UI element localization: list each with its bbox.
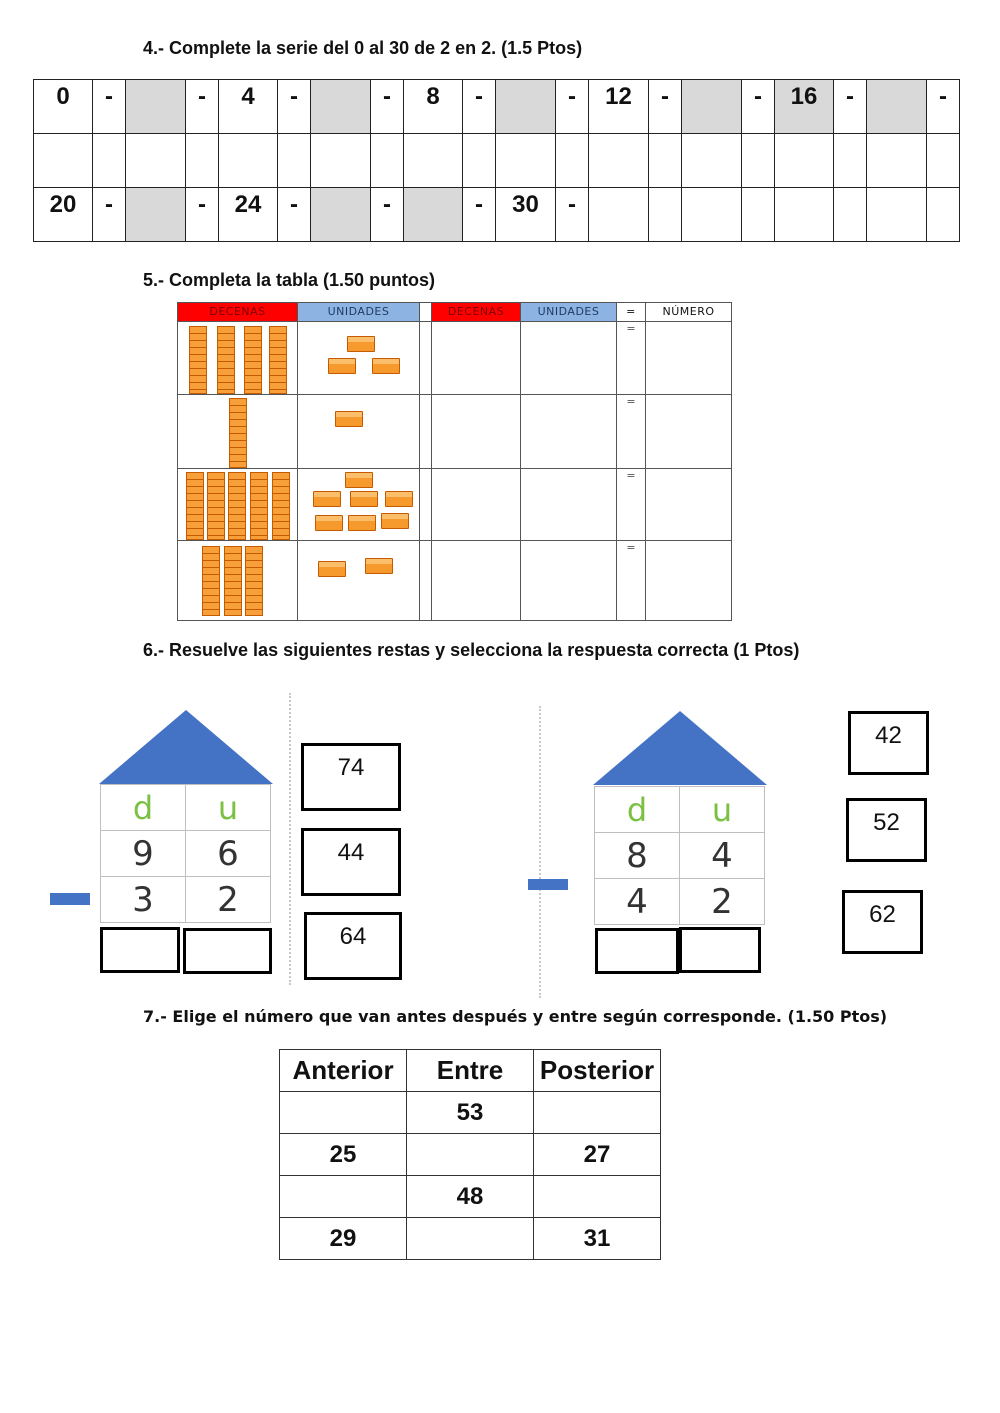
cell-anterior: 29 [280, 1218, 407, 1260]
minuend-units: 4 [680, 833, 765, 879]
series-dash: - [278, 188, 311, 242]
unit-cube-icon [315, 515, 343, 531]
base-ten-header [178, 303, 732, 322]
label-u: u [680, 787, 765, 833]
option-box[interactable]: 42 [848, 711, 929, 775]
ten-rod-icon [217, 326, 235, 394]
unit-cubes [298, 322, 420, 395]
answer-unidades[interactable] [521, 322, 617, 395]
subtrahend-units: 2 [680, 879, 765, 925]
series-dash: - [463, 188, 496, 242]
base-ten-row [178, 395, 732, 469]
separator [539, 706, 541, 998]
label-d: d [101, 785, 186, 831]
unit-cube-icon [385, 491, 413, 507]
option-box[interactable]: 74 [301, 743, 401, 811]
ten-rod-icon [186, 472, 204, 540]
ten-rod-icon [245, 546, 263, 616]
option-box[interactable]: 64 [304, 912, 402, 980]
unit-cube-icon [345, 472, 373, 488]
tens-rods [178, 541, 298, 621]
ten-rod-icon [272, 472, 290, 540]
series-dash: - [371, 80, 404, 134]
tens-rods [178, 469, 298, 541]
series-dash: - [927, 80, 960, 134]
series-row-2 [34, 134, 960, 188]
series-dash: - [556, 188, 589, 242]
series-cell: 24 [219, 188, 278, 242]
ten-rod-icon [244, 326, 262, 394]
base-ten-row [178, 469, 732, 541]
cell-posterior[interactable] [534, 1092, 661, 1134]
anterior-row [280, 1134, 661, 1176]
label-d: d [595, 787, 680, 833]
q5-heading: 5.- Completa la tabla (1.50 puntos) [143, 270, 436, 290]
anterior-row [280, 1092, 661, 1134]
base-ten-row [178, 541, 732, 621]
unit-cubes [298, 469, 420, 541]
equals-sign: = [617, 541, 646, 621]
subtrahend-tens: 4 [595, 879, 680, 925]
header-posterior: Posterior [534, 1050, 661, 1092]
answer-tens-box[interactable] [595, 928, 679, 974]
unit-cube-icon [381, 513, 409, 529]
unit-cubes [298, 541, 420, 621]
ten-rod-icon [189, 326, 207, 394]
option-box[interactable]: 44 [301, 828, 401, 896]
cell-entre[interactable] [407, 1134, 534, 1176]
q4-heading: 4.- Complete la serie del 0 al 30 de 2 en 2. (1.5 Ptos) [143, 38, 583, 58]
unit-cube-icon [328, 358, 356, 374]
series-blank[interactable] [126, 188, 186, 242]
anterior-header [280, 1050, 661, 1092]
answer-unidades[interactable] [521, 469, 617, 541]
cell-posterior: 27 [534, 1134, 661, 1176]
q7-heading: 7.- Elige el número que van antes después y entre según corresponde. (1.50 Ptos) [143, 1007, 888, 1026]
answer-numero[interactable] [646, 322, 732, 395]
option-box[interactable]: 52 [846, 798, 927, 862]
answer-decenas[interactable] [432, 322, 521, 395]
series-dash: - [93, 80, 126, 134]
house-roof [99, 710, 273, 784]
ten-rod-icon [224, 546, 242, 616]
ten-rod-icon [207, 472, 225, 540]
header-unidades: UNIDADES [298, 303, 420, 322]
label-u: u [186, 785, 271, 831]
unit-cube-icon [335, 411, 363, 427]
minus-sign-icon [50, 893, 90, 905]
base-ten-row [178, 322, 732, 395]
header-decenas: DECENAS [178, 303, 298, 322]
cell-anterior[interactable] [280, 1176, 407, 1218]
answer-numero[interactable] [646, 541, 732, 621]
q6-heading: 6.- Resuelve las siguientes restas y selecciona la respuesta correcta (1 Ptos) [143, 640, 800, 660]
answer-numero[interactable] [646, 395, 732, 469]
unit-cube-icon [348, 515, 376, 531]
cell-anterior[interactable] [280, 1092, 407, 1134]
header-unidades-2: UNIDADES [521, 303, 617, 322]
ten-rod-icon [269, 326, 287, 394]
answer-decenas[interactable] [432, 395, 521, 469]
series-cell: 20 [34, 188, 93, 242]
header-decenas-2: DECENAS [432, 303, 521, 322]
unit-cubes [298, 395, 420, 469]
unit-cube-icon [350, 491, 378, 507]
ten-rod-icon [202, 546, 220, 616]
house-grid-2 [594, 786, 765, 925]
series-cell: 30 [496, 188, 556, 242]
series-dash: - [371, 188, 404, 242]
series-dash: - [649, 80, 682, 134]
cell-entre[interactable] [407, 1218, 534, 1260]
subtrahend-tens: 3 [101, 877, 186, 923]
ten-rod-icon [250, 472, 268, 540]
series-cell: 8 [404, 80, 463, 134]
cell-posterior[interactable] [534, 1176, 661, 1218]
series-row-1 [34, 80, 960, 134]
series-cell: 12 [589, 80, 649, 134]
equals-sign: = [617, 395, 646, 469]
separator [289, 693, 291, 985]
answer-tens-box[interactable] [100, 927, 180, 973]
unit-cube-icon [372, 358, 400, 374]
minuend-tens: 8 [595, 833, 680, 879]
series-blank[interactable] [311, 188, 371, 242]
series-cell: 16 [775, 80, 834, 134]
minuend-tens: 9 [101, 831, 186, 877]
unit-cube-icon [365, 558, 393, 574]
header-anterior: Anterior [280, 1050, 407, 1092]
cell-entre: 53 [407, 1092, 534, 1134]
series-dash: - [186, 188, 219, 242]
series-cell: 0 [34, 80, 93, 134]
tens-rods [178, 395, 298, 469]
anterior-row [280, 1218, 661, 1260]
header-entre: Entre [407, 1050, 534, 1092]
base-ten-table [177, 302, 732, 621]
series-dash: - [186, 80, 219, 134]
series-blank[interactable] [682, 80, 742, 134]
series-dash: - [556, 80, 589, 134]
cell-entre: 48 [407, 1176, 534, 1218]
series-dash: - [93, 188, 126, 242]
cell-posterior: 31 [534, 1218, 661, 1260]
series-blank[interactable] [126, 80, 186, 134]
series-dash: - [278, 80, 311, 134]
answer-units-box[interactable] [679, 927, 761, 973]
ten-rod-icon [229, 398, 247, 468]
subtrahend-units: 2 [186, 877, 271, 923]
series-table [33, 79, 960, 242]
equals-sign: = [617, 322, 646, 395]
series-cell: 4 [219, 80, 278, 134]
series-blank[interactable] [311, 80, 371, 134]
anterior-row [280, 1176, 661, 1218]
answer-unidades[interactable] [521, 395, 617, 469]
header-numero: NÚMERO [646, 303, 732, 322]
series-dash: - [834, 80, 867, 134]
answer-unidades[interactable] [521, 541, 617, 621]
ten-rod-icon [228, 472, 246, 540]
answer-numero[interactable] [646, 469, 732, 541]
series-blank[interactable] [496, 80, 556, 134]
minus-sign-icon [528, 879, 568, 890]
equals-sign: = [617, 469, 646, 541]
unit-cube-icon [347, 336, 375, 352]
unit-cube-icon [313, 491, 341, 507]
cell-anterior: 25 [280, 1134, 407, 1176]
unit-cube-icon [318, 561, 346, 577]
header-equals: = [617, 303, 646, 322]
minuend-units: 6 [186, 831, 271, 877]
series-blank[interactable] [404, 188, 463, 242]
series-dash: - [463, 80, 496, 134]
option-box[interactable]: 62 [842, 890, 923, 954]
house-roof [593, 711, 767, 785]
answer-units-box[interactable] [183, 928, 272, 974]
series-row-3 [34, 188, 960, 242]
house-grid-1 [100, 784, 271, 923]
anterior-table [279, 1049, 661, 1260]
answer-decenas[interactable] [432, 541, 521, 621]
series-blank[interactable] [867, 80, 927, 134]
series-dash: - [742, 80, 775, 134]
tens-rods [178, 322, 298, 395]
answer-decenas[interactable] [432, 469, 521, 541]
